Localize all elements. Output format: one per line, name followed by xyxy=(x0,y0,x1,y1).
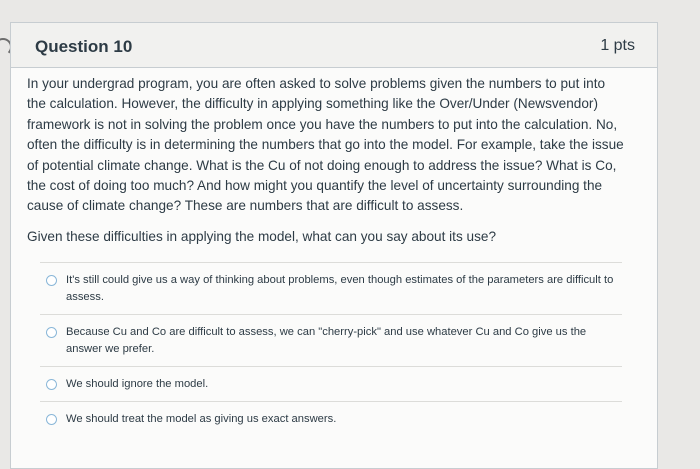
answer-option-3[interactable] xyxy=(40,366,622,401)
answer-label: We should ignore the model. xyxy=(66,378,209,390)
question-points: 1 pts xyxy=(600,37,635,54)
question-body: In your undergrad program, you are often asked to solve problems given the numbers to put into the calculation. However, the difficulty in applying something like the Over/Under (Newsvendor) framework is not in solving the problem once you have the numbers to put into the calculation. No, often the difficulty is in determining the numbers that go into the model. For example, take the issue of potential climate change. What is the Cu of not doing enough to address the issue? What is Co, the cost of doing too much? And how might you quantify the level of uncertainty surrounding the cause of climate change? These are numbers that are difficult to assess. xyxy=(27,76,624,214)
answer-list xyxy=(40,262,622,436)
radio-button[interactable] xyxy=(46,275,57,286)
answer-label: It's still could give us a way of thinking about problems, even though estimates of the parameters are difficult to assess. xyxy=(66,274,614,303)
radio-button[interactable] xyxy=(46,379,57,390)
answer-option-4[interactable] xyxy=(40,401,622,436)
answer-option-1[interactable] xyxy=(40,262,622,314)
question-text xyxy=(27,74,627,247)
answer-label: We should treat the model as giving us exact answers. xyxy=(66,413,337,425)
answer-label: Because Cu and Co are difficult to assess, we can "cherry-pick" and use whatever Cu and Co give us the answer we prefer. xyxy=(66,326,587,355)
radio-button[interactable] xyxy=(46,327,57,338)
radio-button[interactable] xyxy=(46,414,57,425)
answer-option-2[interactable] xyxy=(40,314,622,366)
question-prompt: Given these difficulties in applying the model, what can you say about its use? xyxy=(27,228,497,244)
question-title: Question 10 xyxy=(35,37,133,56)
question-header xyxy=(11,23,657,68)
